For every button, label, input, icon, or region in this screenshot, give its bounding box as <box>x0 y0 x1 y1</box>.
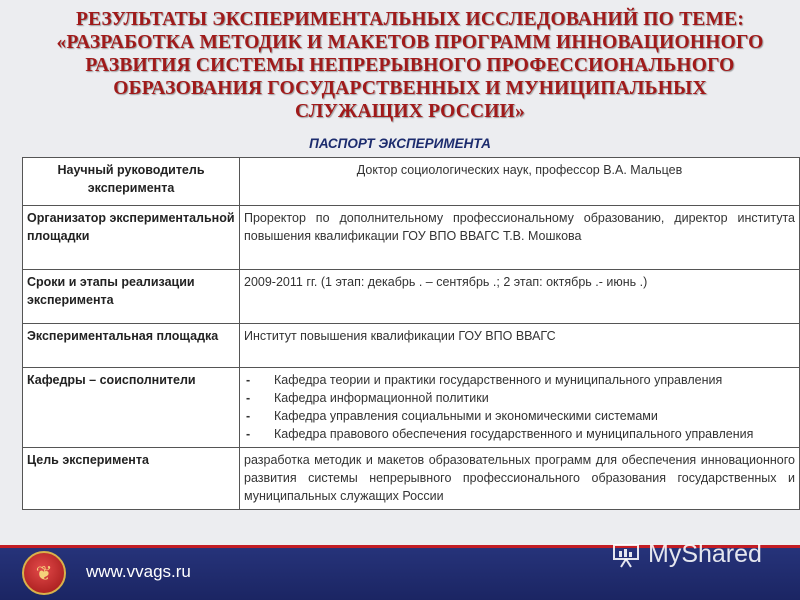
row-label: Кафедры – соисполнители <box>23 368 240 448</box>
table-row <box>23 368 800 448</box>
title-line: РАЗВИТИЯ СИСТЕМЫ НЕПРЕРЫВНОГО ПРОФЕССИОНАЛЬНОГО <box>85 55 735 76</box>
departments-list <box>244 371 795 443</box>
row-label: Организатор экспериментальной площадки <box>23 206 240 270</box>
list-item: - Кафедра теории и практики государственного и муниципального управления <box>244 371 795 389</box>
eagle-emblem-icon: ❦ <box>35 561 53 585</box>
row-label: Научный руководитель эксперимента <box>23 158 240 206</box>
table-row <box>23 324 800 368</box>
list-item: - Кафедра управления социальными и экономическими системами <box>244 407 795 425</box>
table-row <box>23 270 800 324</box>
row-value: Институт повышения квалификации ГОУ ВПО ВВАГС <box>240 324 800 368</box>
table-row <box>23 158 800 206</box>
slide-title <box>40 8 780 123</box>
row-value: 2009-2011 гг. (1 этап: декабрь . – сентябрь .; 2 этап: октябрь .- июнь .) <box>240 270 800 324</box>
row-value: разработка методик и макетов образовательных программ для обеспечения инновационного развития системы непрерывного профессионального образования государственных и муниципальных служащих России <box>240 448 800 510</box>
row-label: Экспериментальная площадка <box>23 324 240 368</box>
row-label: Цель эксперимента <box>23 448 240 510</box>
experiment-passport-table <box>22 157 800 510</box>
list-item: - Кафедра правового обеспечения государственного и муниципального управления <box>244 425 795 443</box>
row-label: Сроки и этапы реализации эксперимента <box>23 270 240 324</box>
row-value: Доктор социологических наук, профессор В.А. Мальцев <box>240 158 800 206</box>
section-subtitle: ПАСПОРТ ЭКСПЕРИМЕНТА <box>309 136 491 151</box>
table-row <box>23 206 800 270</box>
title-line: РЕЗУЛЬТАТЫ ЭКСПЕРИМЕНТАЛЬНЫХ ИССЛЕДОВАНИЙ ПО ТЕМЕ: <box>75 9 745 30</box>
row-value <box>240 368 800 448</box>
watermark <box>612 540 762 569</box>
watermark-text: MyShared <box>648 540 762 568</box>
footer-url-link[interactable]: www.vvags.ru <box>86 562 191 581</box>
title-line: ОБРАЗОВАНИЯ ГОСУДАРСТВЕННЫХ И МУНИЦИПАЛЬНЫХ <box>113 78 707 99</box>
row-value: Проректор по дополнительному профессиональному образованию, директор института повышения квалификации ГОУ ВПО ВВАГС Т.В. Мошкова <box>240 206 800 270</box>
title-line: СЛУЖАЩИХ РОССИИ» <box>295 101 525 122</box>
presentation-board-icon <box>612 542 642 568</box>
table-row <box>23 448 800 510</box>
list-item: - Кафедра информационной политики <box>244 389 795 407</box>
title-line: «РАЗРАБОТКА МЕТОДИК И МАКЕТОВ ПРОГРАММ ИННОВАЦИОННОГО <box>56 32 764 53</box>
emblem-logo <box>22 551 66 595</box>
